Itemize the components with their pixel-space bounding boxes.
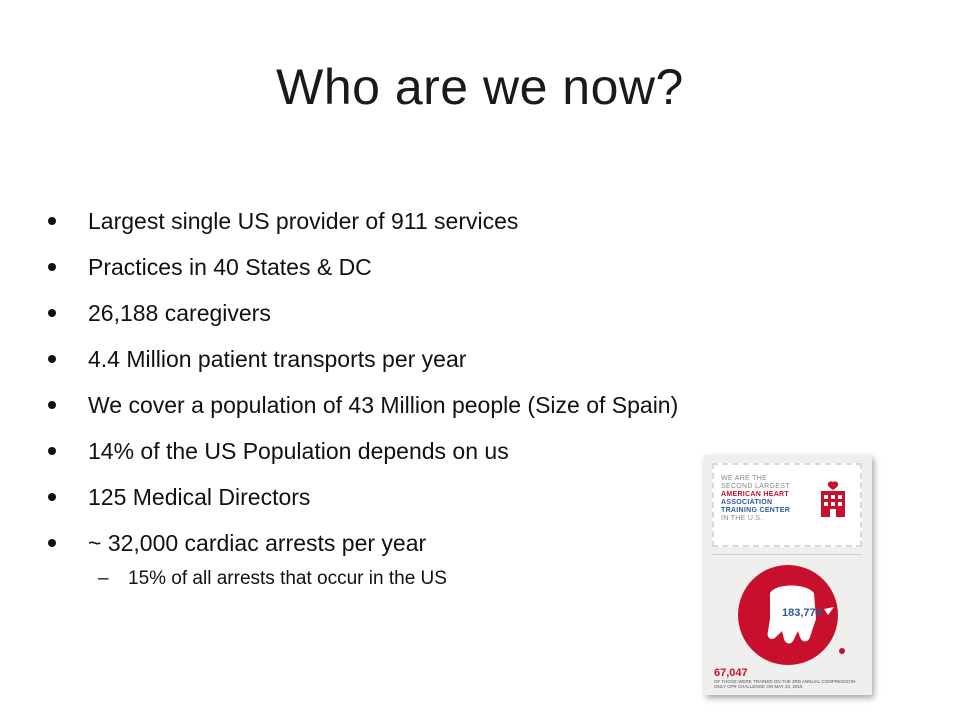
challenge-count: 67,047 — [714, 667, 748, 679]
bullet-dot-icon — [48, 217, 56, 225]
aha-infographic-image — [704, 455, 872, 695]
bullet-item — [48, 198, 848, 244]
bullet-dot-icon — [48, 263, 56, 271]
sub-bullet-text: 15% of all arrests that occur in the US — [128, 568, 447, 589]
bullet-dot-icon — [48, 309, 56, 317]
bullet-text: 14% of the US Population depends on us — [88, 438, 509, 464]
sub-bullet — [98, 568, 447, 590]
infographic-line: SECOND LARGEST — [721, 483, 790, 490]
infographic-line: AMERICAN HEART — [721, 491, 789, 498]
bullet-text: 125 Medical Directors — [88, 484, 311, 510]
infographic-line: ASSOCIATION — [721, 499, 773, 506]
bullet-text: ~ 32,000 cardiac arrests per year — [88, 530, 427, 556]
infographic-line: IN THE U.S. — [721, 515, 763, 522]
infographic-line: WE ARE THE — [721, 475, 768, 482]
bullet-dot-icon — [48, 493, 56, 501]
infographic-header-panel — [712, 463, 862, 547]
bullet-text: Largest single US provider of 911 services — [88, 208, 519, 234]
slide-title: Who are we now? — [276, 59, 684, 115]
bullet-text: Practices in 40 States & DC — [88, 254, 372, 280]
bullet-dot-icon — [48, 355, 56, 363]
hospital-building-icon — [820, 481, 846, 517]
challenge-description: OF THOSE WERE TRAINED ON THE 3RD ANNUAL COMPRESSION-ONLY CPR CHALLENGE ON MAY 20, 2015 — [714, 679, 857, 689]
infographic-divider — [712, 554, 862, 555]
infographic-line: TRAINING CENTER — [721, 507, 791, 514]
bullet-text: 26,188 caregivers — [88, 300, 271, 326]
bullet-item — [48, 336, 848, 382]
bullet-text: 4.4 Million patient transports per year — [88, 346, 467, 372]
bullet-item — [48, 290, 848, 336]
bullet-dot-icon — [48, 539, 56, 547]
bullet-text: We cover a population of 43 Million people (Size of Spain) — [88, 392, 679, 418]
bullet-dot-icon — [48, 401, 56, 409]
bullet-dot-icon — [48, 447, 56, 455]
bullet-item — [48, 244, 848, 290]
bullet-item — [48, 382, 848, 428]
trained-count: 183,774 — [782, 607, 822, 619]
sub-bullet-dash: – — [98, 568, 109, 589]
